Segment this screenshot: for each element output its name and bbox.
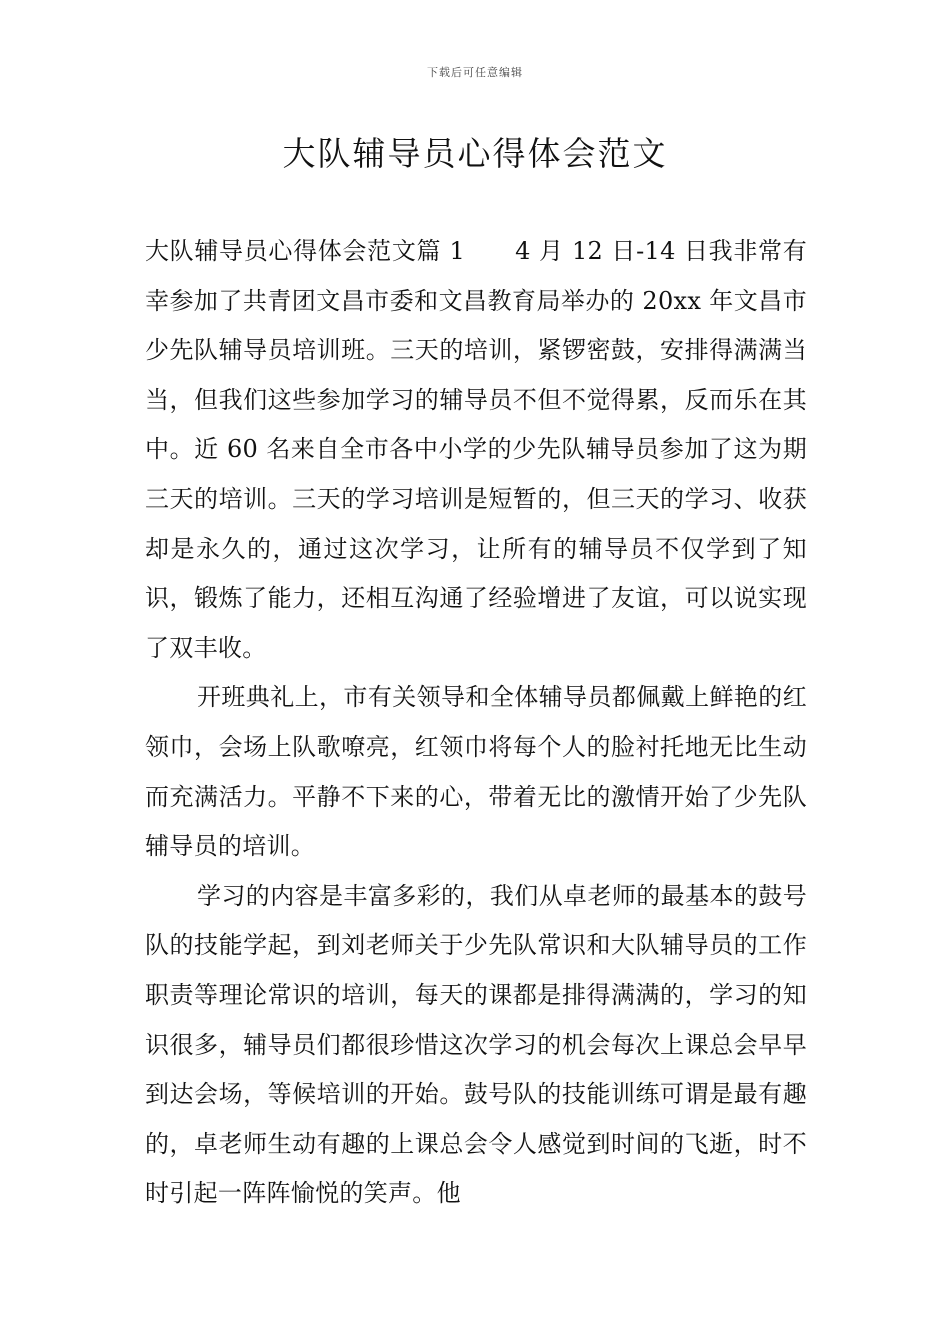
paragraph-2: 开班典礼上，市有关领导和全体辅导员都佩戴上鲜艳的红领巾，会场上队歌嘹亮，红领巾将每个人的脸衬托地无比生动而充满活力。平静不下来的心，带着无比的激情开始了少先队辅导员的培训。 xyxy=(145,683,807,861)
paragraph-3: 学习的内容是丰富多彩的，我们从卓老师的最基本的鼓号队的技能学起，到刘老师关于少先队常识和大队辅导员的工作职责等理论常识的培训，每天的课都是排得满满的，学习的知识很多，辅导员们都很珍惜这次学习的机会每次上课总会早早到达会场，等候培训的开始。鼓号队的技能训练可谓是最有趣的，卓老师生动有趣的上课总会令人感觉到时间的飞逝，时不时引起一阵阵愉悦的笑声。他 xyxy=(145,881,807,1208)
section-label: 大队辅导员心得体会范文篇 1 xyxy=(145,237,466,265)
header-note: 下载后可任意编辑 xyxy=(427,66,523,79)
paragraph-1 xyxy=(145,227,807,673)
paragraph-1-text: 4 月 12 日-14 日我非常有幸参加了共青团文昌市委和文昌教育局举办的 20xx 年文昌市少先队辅导员培训班。三天的培训，紧锣密鼓，安排得满满当当，但我们这些参加学习的辅导员不但不觉得累，反而乐在其中。近 60 名来自全市各中小学的少先队辅导员参加了这为期三天的培训。三天的学习培训是短暂的，但三天的学习、收获却是永久的，通过这次学习，让所有的辅导员不仅学到了知识，锻炼了能力，还相互沟通了经验增进了友谊，可以说实现了双丰收。 xyxy=(145,237,807,662)
document-title: 大队辅导员心得体会范文 xyxy=(282,134,668,173)
document-body xyxy=(145,227,807,1219)
